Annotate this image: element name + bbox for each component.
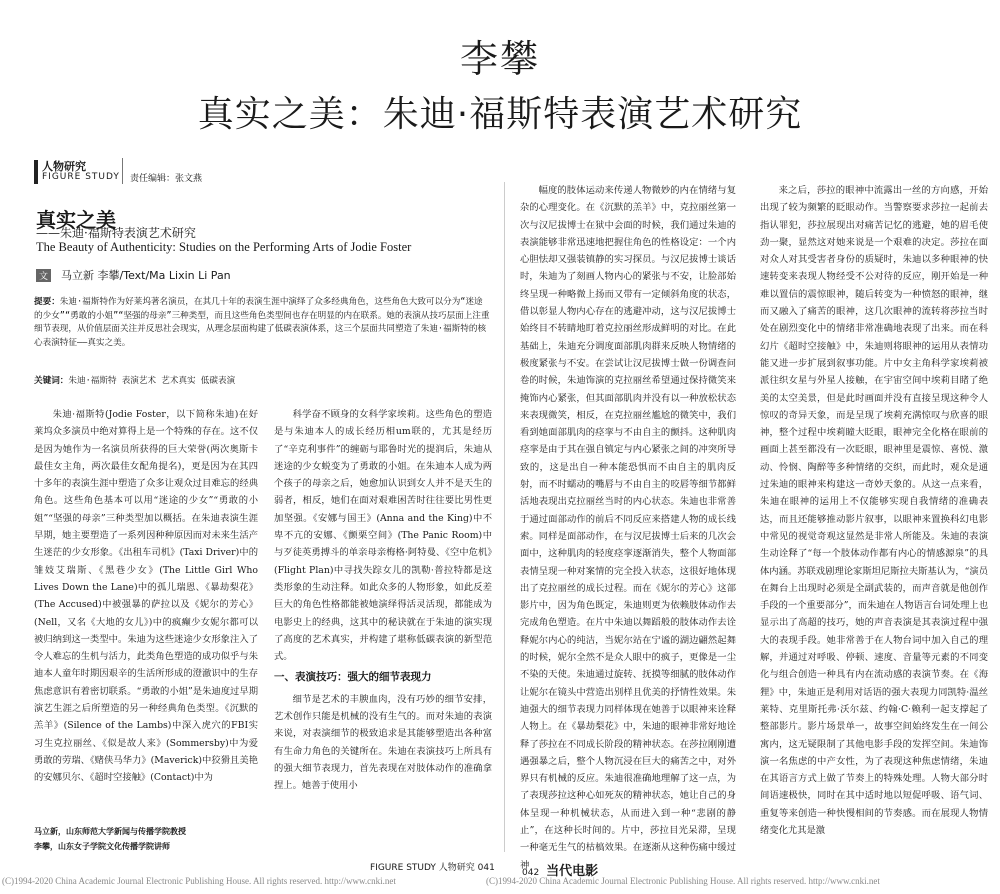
editor-credit: 责任编辑：张文燕 <box>130 174 203 184</box>
body-column-1 <box>34 406 258 806</box>
header-divider <box>122 158 123 184</box>
keywords-text: 朱迪·福斯特 表演艺术 艺术真实 低碳表演 <box>68 376 236 386</box>
body-paragraph: 科学奋不顾身的女科学家埃莉。这些角色的塑造是与朱迪本人的成长经历相um联的，尤其是经历了“辛克利事件”的缠砺与耶鲁时光的提润后，朱迪从迷途的少女蜕变为了勇敢的小姐。在朱迪本人成为两个孩子的母亲之后，她愈加认识到女人并不是天生的弱者，相反，她们在面对艰难困苦时往往要比男性更加坚强。《安娜与国王》(Anna and the King)中不卑不亢的安娜、《颤栗空间》(The Panic Room)中与歹徒英勇搏斗的单亲母亲梅格·阿特曼、《空中危机》(Flight Plan)中寻找失踪女儿的凯勒·普拉特都是这类形象的生动注释。如此众多的人物形象，如此反差巨大的角色性格都能被她演绎得活灵活现，都能成为电影史上的经典，这其中的秘诀就在于朱迪的演实现了高度的艺术真实，并构建了堪称低碳表演的新型范式。 <box>274 409 492 663</box>
body-column-3 <box>520 182 736 871</box>
footer-label: FIGURE STUDY 人物研究 <box>370 863 475 873</box>
section-label-cn: 人物研究 <box>42 160 86 173</box>
body-paragraph: 来之后，莎拉的眼神中流露出一丝的方向感，开始出现了较为频繁的眨眼动作。当警察要求莎拉一起前去指认罪犯，莎拉展现出对痛苦记忆的逃避，她的眉毛使劲一聚，显然这对她来说是一个艰难的决定。莎拉在面对众人对其受害者身份的质疑时，朱迪以多种眼神的快速转变来表现人物经受不公对待的反应，刚开始是一种难以置信的震惊眼神，随后转变为一种愤怒的眼神，继而又融入了痛苦的眼神，这几次眼神的流转将莎拉当时处在剧烈变化中的情绪非常准确地表现了出来。而在科幻片《超时空接触》中，朱迪则将眼神的运用从表情功能又进一步扩展到叙事功能。片中女主角科学家埃莉被派往织女星与外星人接触，在宇宙空间中埃莉目睹了绝美的太空美景，但是此时画面并没有直接呈现这种令人惊叹的奇异天象，而是呈现了埃莉充满惊叹与欣喜的眼神，整个过程中埃莉瞳大眨眼，眼神完全化格在眼前的画面上甚至都没有一次眨眼，眼神里是震惊、喜悦、激动、怜悯、陶醉等多种情绪的交织，而此时，观众是通过朱迪的眼神来构建这一奇妙天象的。从这一点来看，朱迪在眼神的运用上不仅能够实现自我情绪的准确表达，而且还能够推动影片叙事，以眼神来置换科幻电影中常见的视觉奇观这显然是非常人所能及。朱迪的表演生动诠释了“每一个肢体动作都有内心的情感源泉”的具体内涵。苏联戏剧理论家斯坦尼斯拉夫斯基认为，“演员在舞台上出现时必须是全副武装的，而声音就是他创作手段的一个重要部分”，而朱迪在人物语言台词处理上也显示出了高超的技巧，她的声音表演是其表演过程中强大的表现手段。她非常善于在人物台词中加入自己的理解，并通过对呼吸、停顿、速度、音量等元素的不同变化与组合创造一种具有内在流动感的表演节奏。在《海狸》中，朱迪正是利用对话语的强大表现力同凯特·温丝莱特、克里斯托弗·沃尔兹、约翰·C·赖利一起支撑起了整部影片。影片场景单一，故事空间始终发生在一间公寓内，这无疑限制了其他电影手段的发挥空间。朱迪饰演一名焦虑的中产女性，为了表现这种焦虑情绪，朱迪在其语言方式上做了节奏上的特殊处理。人物大部分时间语速极快，同时在其中适时地以短促呼吸、语气词、重复等来创造一种快慢相间的节奏感。而在展现人物情绪变化尤其是激 <box>760 185 988 836</box>
article-title: 真实之美 <box>36 208 116 232</box>
column-header <box>34 158 494 188</box>
footnote-line: 马立新，山东师范大学新闻与传播学院教授 <box>34 827 186 836</box>
body-column-4 <box>760 182 988 862</box>
column-header-bar <box>34 160 38 184</box>
body-paragraph: 幅度的肢体运动来传递人物微妙的内在情绪与复杂的心理变化。在《沉默的羔羊》中，克拉丽丝第一次与汉尼拔博士在狱中会面的时候，我们通过朱迪的表演能够非常迅速地把握住角色的性格设定：一个内心胆怯却又强装镇静的实习探员。与汉尼拔博士谈话时，朱迪为了刻画人物内心的紧张与不安，让脸部始终呈现一种略微上扬而又带有一定倾斜角度的状态，借以彰显人物内心存在的逃避冲动，这与汉尼拔博士始终目不转睛地盯着克拉丽丝形成鲜明的对比。在此基础上，朱迪充分调度面部肌肉群来反映人物情绪的极度紧张与不安。在尝试让汉尼拔博士做一份调查问卷的时候，朱迪饰演的克拉丽丝希望通过保持微笑来掩饰内心紧张，但其面部肌肉并没有以一种放松状态来表现微笑，相反，在克拉丽丝尴尬的微笑中，我们看到她面部肌肉的痉挛与不由自主的颤抖。这种肌肉痉挛是由于其在强自镇定与内心紧张之间的冲突所导致的，这是出自一种本能恐惧而不由自主的肌肉反射，而不时蠕动的嘴唇与不由自主的咬唇等细节都鲜活地表现出克拉丽丝当时的内心状态。朱迪也非常善于通过面部动作的前后不同反应来搭建人物的成长线索。同样是面部动作，在与汉尼拔博士后来的几次会面中，这种肌肉的轻度痉挛逐渐消失，整个人物面部表情呈现一种对案情的完全投入状态，这很好地体现出了克拉丽丝的成长过程。而在《妮尔的芳心》这部影片中，因为角色既定，朱迪则更为依赖肢体动作去完成角色塑造。在片中朱迪以舞蹈般的肢体动作去诠释妮尔内心的纯洁，当妮尔站在宁谧的湖边翩然起舞的时候，妮尔全然不是众人眼中的疯子，更像是一尘不染的天使。朱迪通过旋转、抚摸等细腻的肢体动作让妮尔在镜头中营造出别样且优美的抒情性效果。朱迪强大的细节表现力同样体现在她善于以眼神来诠释人物上。在《暴劫梨花》中，朱迪的眼神非常好地诠释了莎拉在不同成长阶段的精神状态。在莎拉刚刚遭遇强暴之后，整个人物沉浸在巨大的痛苦之中，对外界只有机械的反应。朱迪很准确地理解了这一点，为了表现莎拉这种心如死灰的精神状态，她让自己的身体呈现一种机械状态，从而进入到一种“悲剧的静止”，在这种长时间的。片中，莎拉目光呆滞，呈现一种毫无生气的枯槁效果。在逐渐从这种伤痛中缓过神 <box>520 185 736 871</box>
copyright-notice: (C)1994-2020 China Academic Journal Electronic Publishing House. All rights reserved. http://www.cnki.net <box>486 876 880 886</box>
keywords <box>34 374 490 386</box>
body-paragraph: 细节是艺术的丰腴血肉，没有巧妙的细节安排，艺术创作只能是机械的没有生气的。而对朱迪的表演来说，对表演细节的极致追求是其能够塑造出各种富有生命力角色的关键所在。朱迪在表演技巧上所具有的强大细节表现力，首先表现在对肢体动作的准确拿捏上。她善于使用小 <box>274 693 492 792</box>
article-title-en: The Beauty of Authenticity: Studies on the Performing Arts of Jodie Foster <box>36 240 412 254</box>
copyright-notice: (C)1994-2020 China Academic Journal Electronic Publishing House. All rights reserved. http://www.cnki.net <box>2 876 396 886</box>
body-paragraph: 朱迪·福斯特(Jodie Foster，以下简称朱迪)在好莱坞众多演员中绝对算得上是一个特殊的存在。这不仅是因为她作为一名演员所获得的巨大荣誉(两次奥斯卡最佳女主角，两次最佳女配角提名)，更是因为在其四十多年的表演生涯中塑造了众多让观众过目难忘的经典角色。这些角色基本可以用“迷途的少女”“勇敢的小姐”“坚强的母亲”三种类型加以概括。在朱迪表演生涯早期，她主要塑造了一系列因种种原因而对未来生活产生迷茫的少女形象。《出租车司机》(Taxi Driver)中的雏妓艾瑞斯、《黑巷少女》(The Little Girl Who Lives Down the Lane)中的孤儿瑞恩、《暴劫梨花》(The Accused)中被强暴的萨拉以及《妮尔的芳心》(Nell，又名《大地的女儿》)中的疯癫少女妮尔都可以被归纳到这一类型中。朱迪为这些迷途少女形象注入了令人难忘的生机与活力，此类角色塑造的成功似乎与朱迪本人童年时期因艰辛的生活所形成的澄澈识中的生存焦虑意识有着密切联系。“勇敢的小姐”是朱迪度过早期演艺生涯之后所塑造的另一种经典角色类型。《沉默的羔羊》(Silence of the Lambs)中深入虎穴的FBI实习生克拉丽丝、《似是故人来》(Sommersby)中为爱勇敢的劳瑞、《赌侠马华力》(Maverick)中狡猾且美艳的安娜贝尔、《超时空接触》(Contact)中为 <box>34 409 258 784</box>
scanned-article-spread <box>30 152 990 879</box>
section-label-en: FIGURE STUDY <box>42 172 120 182</box>
author-footnote <box>34 824 294 854</box>
article-subtitle: ——朱迪·福斯特表演艺术研究 <box>36 226 196 240</box>
page-title: 真实之美：朱迪·福斯特表演艺术研究 <box>197 94 803 135</box>
author-tag: 文 <box>36 269 51 282</box>
author-names: 马立新 李攀/Text/Ma Lixin Li Pan <box>61 269 231 282</box>
keywords-label: 关键词： <box>34 376 69 386</box>
author-large: 李攀 <box>459 37 540 81</box>
page-footer-left <box>370 860 495 873</box>
body-column-2 <box>274 406 492 866</box>
page-gutter <box>504 182 505 852</box>
page-number: 041 <box>477 863 495 873</box>
page-number: 042 <box>522 868 540 878</box>
abstract-label: 提要： <box>34 297 60 307</box>
abstract-text: 朱迪·福斯特作为好莱坞著名演员，在其几十年的表演生涯中演绎了众多经典角色，这些角色大致可以分为“迷途的少女”“勇敢的小姐”“坚强的母亲”三种类型，而且这些角色类型间也存在明显的内在联系。她的表演从技巧层面上注重细节表现，从价值层面关注并反思社会现实，从理念层面构建了低碳表演体系，这三个层面共同塑造了朱迪·福斯特的核心表演特征——真实之美。 <box>34 297 490 348</box>
magazine-logo: 当代电影 <box>546 864 599 879</box>
abstract <box>34 296 490 350</box>
author-line <box>36 267 231 283</box>
footnote-line: 李攀，山东女子学院文化传播学院讲师 <box>34 842 170 851</box>
section-heading: 一、表演技巧：强大的细节表现力 <box>274 671 432 684</box>
